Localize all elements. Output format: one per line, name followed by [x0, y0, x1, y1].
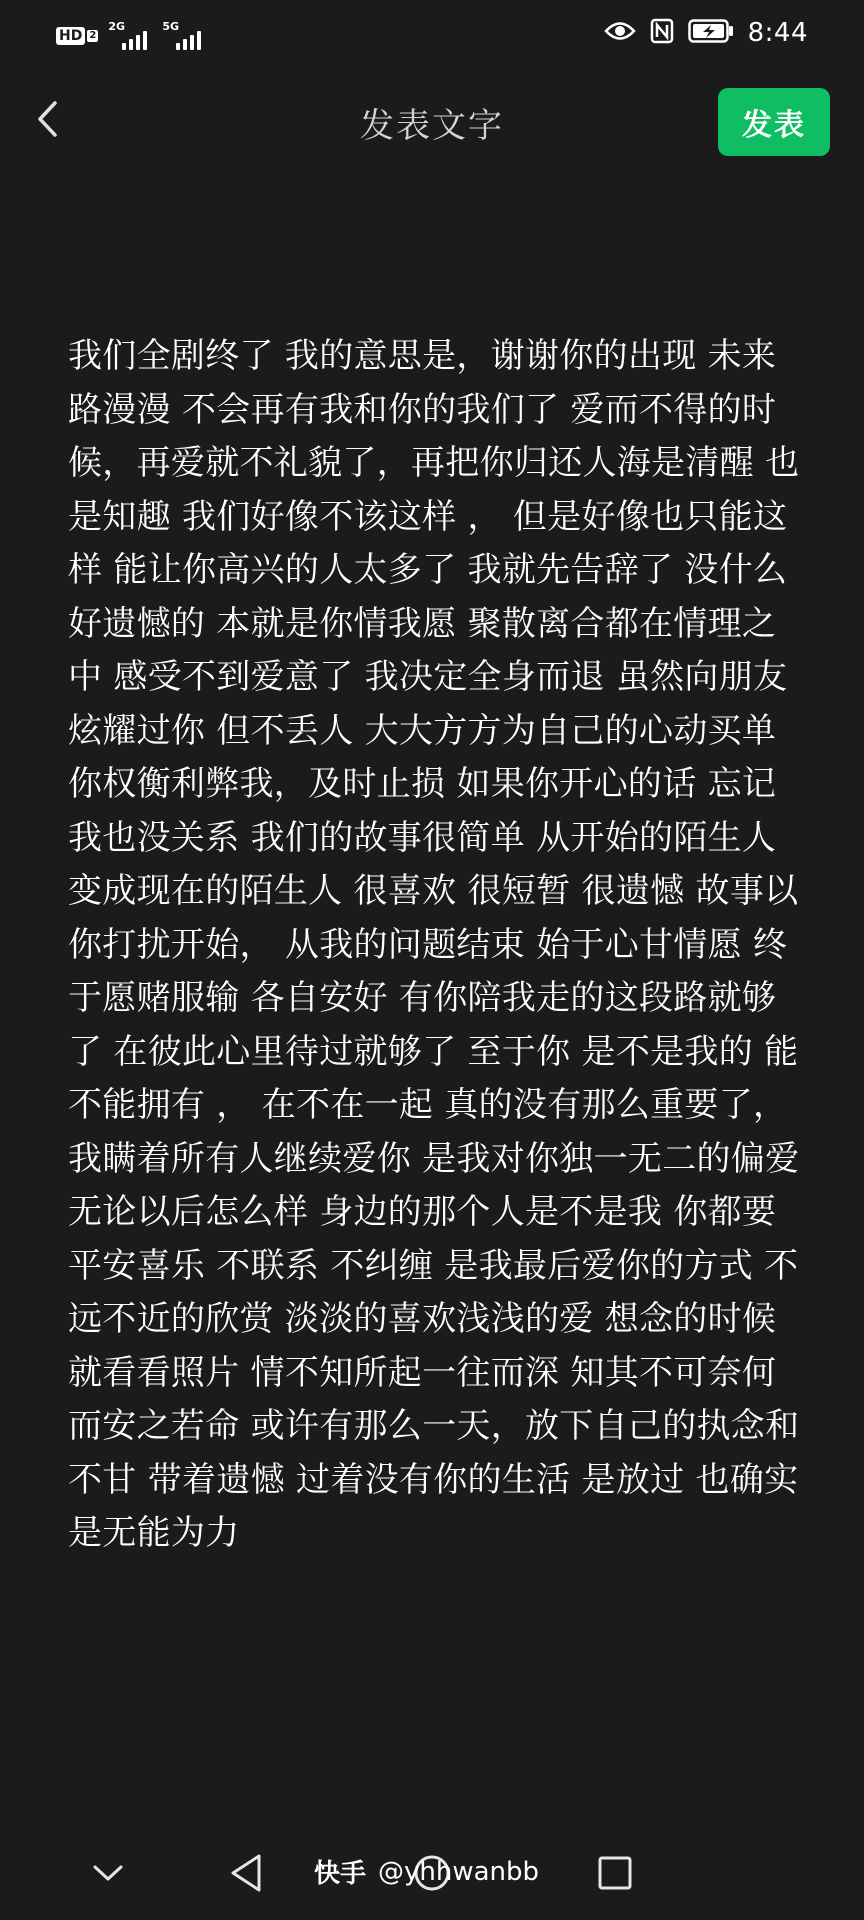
post-text-input[interactable]: 我们全剧终了 我的意思是，谢谢你的出现 未来路漫漫 不会再有我和你的我们了 爱而不得的时候，再爱就不礼貌了，再把你归还人海是清醒 也是知趣 我们好像不该这样 ， 但是好像也只能这样 能让你高兴的人太多了 我就先告辞了 没什么好遗憾的 本就是你情我愿 聚散离合都在情理之中 感受不到爱意了 我决定全身而退 虽然向朋友炫耀过你 但不丢人 大大方方为自己的心动买单 你权衡利弊我，及时止损 如果你开心的话 忘记我也没关系 我们的故事很简单 从开始的陌生人变成现在的陌生人 很喜欢 很短暂 很遗憾 故事以你打扰开始， 从我的问题结束 始于心甘情愿 终于愿赌服输 各自安好 有你陪我走的这段路就够了 在彼此心里待过就够了 至于你 是不是我的 能不能拥有 ， 在不在一起 真的没有那么重要了，我瞒着所有人继续爱你 是我对你独一无二的偏爱 无论以后怎么样 身边的那个人是不是我 你都要平安喜乐 不联系 不纠缠 是我最后爱你的方式 不远不近的欣赏 淡淡的喜欢浅浅的爱 想念的时候就看看照片 情不知所起一往而深 知其不可奈何 而安之若命 或许有那么一天，放下自己的执念和不甘 带着遗憾 过着没有你的生活 是放过 也确实是无能为力: [68, 336, 800, 1553]
chevron-down-icon: [92, 1863, 124, 1887]
status-bar: [0, 0, 864, 74]
network-type-5g: 5G: [162, 20, 179, 33]
hd-label: HD: [56, 27, 85, 45]
signal-2g: [108, 22, 152, 50]
eye-icon: [604, 20, 636, 46]
network-type-2g: 2G: [108, 20, 125, 33]
nav-recent-button[interactable]: [585, 1830, 645, 1920]
page-title: 发表文字: [360, 106, 504, 146]
clock: 8:44: [747, 18, 808, 48]
status-bar-left: [56, 22, 206, 50]
title-bar: [0, 80, 864, 162]
watermark-handle: @yhhwanbb: [378, 1856, 540, 1887]
triangle-back-icon: [229, 1853, 263, 1897]
signal-5g: [162, 22, 206, 50]
navigation-bar: [0, 1830, 864, 1920]
publish-button[interactable]: 发表: [718, 88, 830, 156]
battery-charging-icon: [688, 19, 734, 47]
nav-home-button[interactable]: [402, 1830, 462, 1920]
square-recent-icon: [597, 1855, 633, 1895]
status-bar-right: [604, 18, 808, 48]
watermark-brand: 快手: [314, 1859, 367, 1889]
nfc-icon: [650, 18, 674, 48]
hd-voice-indicator: [56, 27, 98, 45]
circle-home-icon: [412, 1853, 452, 1897]
nav-collapse-button[interactable]: [78, 1830, 138, 1920]
signal-bars-icon: [122, 31, 147, 50]
nav-back-button[interactable]: [216, 1830, 276, 1920]
hd-sub: 2: [89, 30, 97, 41]
signal-bars-icon: [176, 31, 201, 50]
